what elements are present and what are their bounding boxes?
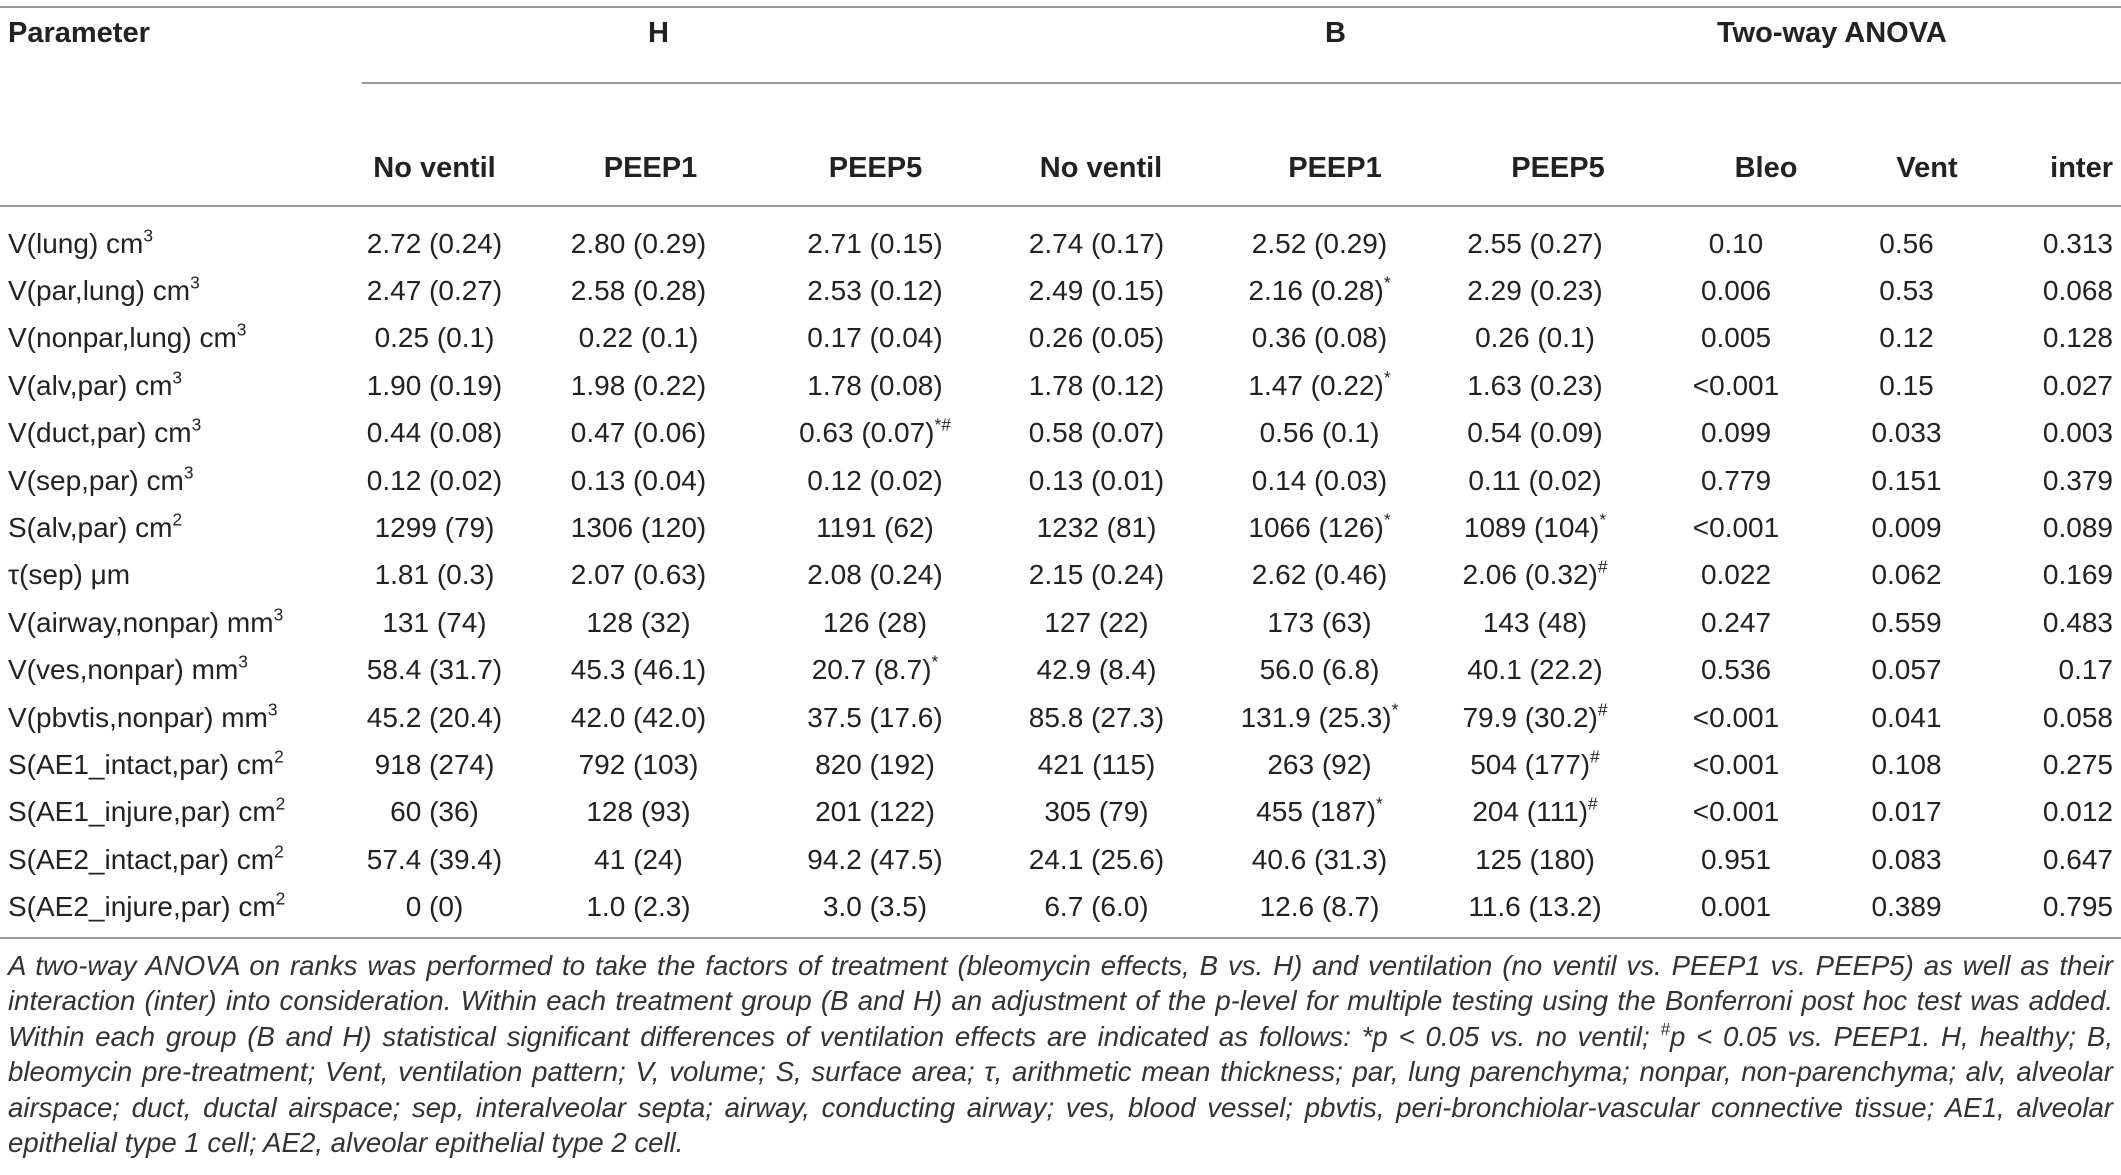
table-cell: 60 (36)	[390, 796, 479, 828]
unit-exponent: 3	[172, 367, 183, 388]
significance-mark: *	[1383, 509, 1391, 530]
parameter-label: S(alv,par) cm	[8, 512, 173, 544]
table-cell: 0.56 (0.1)	[1259, 417, 1380, 449]
row-parameter	[0, 504, 362, 551]
table-cell: 45.3 (46.1)	[570, 654, 707, 686]
table-cell: 0.559	[1871, 606, 1942, 638]
table-cell: 1191 (62)	[816, 512, 934, 544]
parameter-label: V(sep,par) cm	[8, 464, 184, 496]
table-cell: 792 (103)	[578, 748, 699, 780]
table-row	[0, 647, 2121, 694]
table-cell: 2.29 (0.23)	[1467, 275, 1603, 307]
table-cell: 0.17 (0.04)	[807, 322, 943, 354]
table-row	[0, 836, 2121, 883]
row-parameter	[0, 883, 362, 930]
parameter-label: τ(sep) μm	[8, 559, 131, 591]
table-cell: 0.058	[2042, 701, 2113, 733]
table-cell: 2.08 (0.24)	[807, 559, 943, 591]
table-cell: 0.379	[2042, 464, 2113, 496]
table-row	[0, 694, 2121, 741]
table-cell: 0.58 (0.07)	[1028, 417, 1165, 449]
table-cell: 2.06 (0.32)#	[1462, 557, 1608, 591]
table-cell: 0.247	[1700, 606, 1772, 638]
table-cell: 1306 (120)	[570, 512, 707, 544]
table-cell: 0.951	[1700, 843, 1772, 875]
table-cell: 24.1 (25.6)	[1028, 843, 1165, 875]
parameter-label: S(AE2_intact,par) cm	[8, 843, 275, 875]
table-cell: 2.80 (0.29)	[570, 227, 707, 259]
table-cell: 0.10	[1708, 227, 1764, 259]
significance-mark: *	[1599, 509, 1607, 530]
table-cell: 0.56	[1879, 227, 1934, 259]
parameter-label: V(nonpar,lung) cm	[8, 322, 237, 354]
table-cell: 37.5 (17.6)	[807, 701, 943, 733]
table-cell: 2.47 (0.27)	[366, 275, 503, 307]
table-row	[0, 552, 2121, 599]
table-cell: 0.006	[1700, 275, 1772, 307]
table-cell: 0.062	[1871, 559, 1942, 591]
table-cell: 42.9 (8.4)	[1036, 654, 1157, 686]
table-cell: 40.1 (22.2)	[1467, 654, 1603, 686]
table-cell: 1089 (104)*	[1463, 509, 1607, 544]
table-cell: 126 (28)	[822, 606, 928, 638]
unit-exponent: 2	[274, 841, 284, 862]
unit-exponent: 3	[143, 225, 154, 246]
table-cell: 0.14 (0.03)	[1251, 464, 1388, 496]
header-bottom-rule	[0, 205, 2121, 207]
table-cell: 0.003	[2042, 417, 2113, 449]
table-cell: 0.033	[1871, 417, 1942, 449]
table-cell: 1.63 (0.23)	[1467, 369, 1603, 401]
table-cell: 263 (92)	[1267, 748, 1372, 780]
unit-exponent: 3	[190, 272, 200, 293]
table-cell: 1.78 (0.12)	[1028, 369, 1165, 401]
table-cell: 0.001	[1700, 891, 1772, 923]
table-cell: 0.22 (0.1)	[578, 322, 699, 354]
table-footnote	[8, 948, 2113, 1160]
table-body	[0, 220, 2121, 931]
row-parameter	[0, 647, 362, 694]
table-cell: 40.6 (31.3)	[1251, 843, 1388, 875]
table-cell: 421 (115)	[1037, 748, 1156, 780]
table-cell: 0.13 (0.04)	[570, 464, 707, 496]
table-cell: 0.009	[1871, 512, 1942, 544]
row-parameter	[0, 836, 362, 883]
subheader-bleo: Bleo	[1734, 152, 1798, 184]
significance-mark: *	[1391, 699, 1399, 720]
table-cell: 918 (274)	[374, 748, 495, 780]
unit-exponent: 2	[274, 746, 284, 767]
footnote-hash: #	[1660, 1019, 1670, 1039]
significance-mark: #	[1588, 794, 1598, 815]
table-bottom-rule	[0, 937, 2121, 939]
table-cell: <0.001	[1692, 748, 1780, 780]
table-cell: 204 (111)#	[1472, 794, 1598, 828]
parameter-label: V(pbvtis,nonpar) mm	[8, 701, 268, 733]
table-cell: 504 (177)#	[1470, 746, 1600, 780]
row-parameter	[0, 220, 362, 267]
table-cell: 0.027	[2042, 369, 2113, 401]
table-row	[0, 789, 2121, 836]
table-cell: 0.017	[1871, 796, 1942, 828]
table-cell: 0.169	[2042, 559, 2113, 591]
table-cell: 41 (24)	[594, 843, 683, 875]
subheader-b-no-ventil: No ventil	[1039, 152, 1163, 184]
table-cell: 0.12 (0.02)	[807, 464, 943, 496]
table-row	[0, 362, 2121, 409]
footnote-text-2: p < 0.05 vs. PEEP1. H, healthy; B, bleomycin pre-treatment; Vent, ventilation pattern; V, volume; S, surface area; τ, arithmetic mean thickness; par, lung parenchyma; nonpar, non-parenchyma; alv, alveolar airspace; duct, ductal airspace; sep, interalveolar septa; airway, conducting airway; ves, blood vessel; pbvtis, peri-bronchiolar-vascular connective tissue; AE1, alveolar epithelial type 1 cell; AE2, alveolar epithelial type 2 cell.	[8, 1020, 2113, 1159]
table-cell: 57.4 (39.4)	[366, 843, 503, 875]
table-row	[0, 267, 2121, 314]
table-cell: 0.483	[2042, 606, 2113, 638]
significance-mark: *	[1376, 794, 1383, 815]
table-cell: 131.9 (25.3)*	[1240, 699, 1399, 733]
table-row	[0, 599, 2121, 646]
table-cell: 0.536	[1700, 654, 1772, 686]
parameter-label: S(AE1_injure,par) cm	[8, 796, 276, 828]
table-cell: 820 (192)	[815, 748, 935, 780]
parameter-label: V(ves,nonpar) mm	[8, 654, 239, 686]
table-cell: 6.7 (6.0)	[1044, 891, 1149, 923]
table-cell: 2.07 (0.63)	[570, 559, 707, 591]
significance-mark: *	[1383, 367, 1391, 388]
table-cell: 0 (0)	[405, 891, 464, 923]
table-row	[0, 220, 2121, 267]
table-cell: 0.11 (0.02)	[1468, 464, 1602, 496]
table-cell: 1.98 (0.22)	[570, 369, 707, 401]
table-cell: 0.012	[2042, 796, 2113, 828]
table-cell: 0.057	[1871, 654, 1942, 686]
table-cell: 2.71 (0.15)	[807, 227, 943, 259]
row-parameter	[0, 552, 362, 599]
table-cell: 2.55 (0.27)	[1467, 227, 1603, 259]
table-cell: 0.26 (0.05)	[1028, 322, 1165, 354]
row-parameter	[0, 315, 362, 362]
table-cell: 201 (122)	[815, 796, 935, 828]
table-cell: 20.7 (8.7)*	[811, 651, 939, 686]
table-row	[0, 504, 2121, 551]
table-cell: 11.6 (13.2)	[1468, 891, 1602, 923]
significance-mark: #	[1597, 699, 1608, 720]
table-cell: <0.001	[1692, 796, 1780, 828]
subheader-inter: inter	[2050, 152, 2113, 184]
table-cell: 0.12 (0.02)	[366, 464, 503, 496]
table-cell: 0.26 (0.1)	[1475, 322, 1595, 354]
header-group-anova: Two-way ANOVA	[1717, 17, 1947, 49]
row-parameter	[0, 694, 362, 741]
table-cell: 3.0 (3.5)	[822, 891, 928, 923]
parameter-label: V(lung) cm	[8, 227, 144, 259]
table-cell: 85.8 (27.3)	[1028, 701, 1165, 733]
subheader-vent: Vent	[1896, 152, 1958, 184]
table-cell: 0.151	[1871, 464, 1942, 496]
unit-exponent: 3	[267, 699, 278, 720]
table-cell: 0.13 (0.01)	[1028, 464, 1165, 496]
unit-exponent: 3	[236, 320, 247, 341]
table-cell: 2.53 (0.12)	[807, 275, 943, 307]
table-cell: 0.47 (0.06)	[570, 417, 707, 449]
parameter-label: V(duct,par) cm	[8, 417, 192, 449]
table-cell: 1.0 (2.3)	[586, 891, 691, 923]
table-cell: 0.083	[1871, 843, 1942, 875]
table-cell: 56.0 (6.8)	[1259, 654, 1380, 686]
table-cell: 12.6 (8.7)	[1259, 891, 1380, 923]
table-cell: 1066 (126)*	[1248, 509, 1391, 544]
significance-mark: #	[1597, 557, 1608, 578]
table-cell: 128 (93)	[586, 796, 691, 828]
table-cell: 2.15 (0.24)	[1028, 559, 1165, 591]
table-cell: 0.022	[1700, 559, 1772, 591]
significance-mark: #	[1590, 746, 1600, 767]
subheader-h-peep1: PEEP1	[603, 152, 698, 184]
table-cell: 0.089	[2042, 512, 2113, 544]
subheader-h-peep5: PEEP5	[828, 152, 923, 184]
significance-mark: *	[1383, 272, 1391, 293]
parameter-label: V(airway,nonpar) mm	[8, 606, 274, 638]
table-row	[0, 457, 2121, 504]
row-parameter	[0, 789, 362, 836]
table-cell: 0.005	[1700, 322, 1772, 354]
table-cell: 1.81 (0.3)	[374, 559, 495, 591]
table-cell: 131 (74)	[382, 606, 487, 638]
parameter-label: S(AE1_intact,par) cm	[8, 748, 275, 780]
row-parameter	[0, 410, 362, 457]
significance-mark: *	[931, 651, 939, 672]
table-cell: 0.647	[2042, 843, 2113, 875]
table-cell: 0.25 (0.1)	[374, 322, 495, 354]
table-cell: 58.4 (31.7)	[366, 654, 503, 686]
table-cell: 0.17	[2058, 654, 2113, 686]
table-cell: 1299 (79)	[374, 512, 495, 544]
table-cell: 45.2 (20.4)	[366, 701, 503, 733]
unit-exponent: 2	[275, 888, 286, 909]
table-cell: 1.47 (0.22)*	[1248, 367, 1391, 401]
table-cell: 2.62 (0.46)	[1251, 559, 1388, 591]
table-row	[0, 883, 2121, 930]
unit-exponent: 3	[238, 651, 248, 672]
table-cell: 125 (180)	[1475, 843, 1595, 875]
table-cell: 127 (22)	[1044, 606, 1149, 638]
table-cell: 143 (48)	[1482, 606, 1588, 638]
row-parameter	[0, 457, 362, 504]
parameter-label: S(AE2_injure,par) cm	[8, 891, 276, 923]
row-parameter	[0, 741, 362, 788]
table-cell: 0.389	[1871, 891, 1942, 923]
table-cell: <0.001	[1692, 701, 1780, 733]
table-cell: 0.12	[1879, 322, 1934, 354]
table-cell: 0.54 (0.09)	[1467, 417, 1603, 449]
parameter-label: V(alv,par) cm	[8, 369, 173, 401]
table-cell: 0.313	[2042, 227, 2113, 259]
table-cell: 0.041	[1871, 701, 1942, 733]
table-cell: 2.16 (0.28)*	[1248, 272, 1391, 307]
unit-exponent: 3	[273, 604, 284, 625]
table-cell: 0.099	[1700, 417, 1772, 449]
table-cell: 94.2 (47.5)	[807, 843, 943, 875]
header-group-b: B	[1325, 17, 1346, 49]
table-cell: 1.78 (0.08)	[807, 369, 943, 401]
table-cell: 2.49 (0.15)	[1028, 275, 1165, 307]
table-cell: 42.0 (42.0)	[570, 701, 707, 733]
unit-exponent: 2	[275, 794, 286, 815]
subheader-b-peep5: PEEP5	[1511, 152, 1605, 184]
table-row	[0, 741, 2121, 788]
table-cell: 0.44 (0.08)	[366, 417, 503, 449]
table-cell: 2.72 (0.24)	[366, 227, 503, 259]
header-parameter: Parameter	[8, 17, 150, 49]
table-cell: 173 (63)	[1267, 606, 1372, 638]
table-cell: 0.108	[1871, 748, 1942, 780]
unit-exponent: 2	[172, 509, 183, 530]
table-cell: 0.068	[2042, 275, 2113, 307]
row-parameter	[0, 362, 362, 409]
table-cell: 128 (32)	[586, 606, 691, 638]
unit-exponent: 3	[191, 414, 202, 435]
table-cell: 0.36 (0.08)	[1251, 322, 1388, 354]
table-cell: 0.53	[1879, 275, 1934, 307]
table-row	[0, 315, 2121, 362]
table-cell: 455 (187)*	[1256, 794, 1383, 828]
table-cell: <0.001	[1692, 512, 1780, 544]
table-row	[0, 410, 2121, 457]
table-cell: 0.128	[2042, 322, 2113, 354]
unit-exponent: 3	[183, 462, 194, 483]
footnote-text-1: A two-way ANOVA on ranks was performed to take the factors of treatment (bleomycin effects, B vs. H) and ventilation (no ventil vs. PEEP1 vs. PEEP5) as well as their interaction (inter) into consideration. Within each treatment group (B and H) an adjustment of the p-level for multiple testing using the Bonferroni post hoc test was added. Within each group (B and H) statistical significant differences of ventilation effects are indicated as follows: *p < 0.05 vs. no ventil;	[8, 950, 2113, 1052]
table-cell: 1232 (81)	[1036, 512, 1157, 544]
header-group-h: H	[648, 17, 669, 49]
table-cell: 0.779	[1700, 464, 1772, 496]
significance-mark: *#	[934, 414, 951, 435]
table-cell: 0.275	[2042, 748, 2113, 780]
table-cell: 79.9 (30.2)#	[1462, 699, 1608, 733]
table-cell: 305 (79)	[1044, 796, 1149, 828]
table-cell: 0.63 (0.07)*#	[799, 414, 951, 449]
table-cell: 0.795	[2042, 891, 2113, 923]
table-cell: 1.90 (0.19)	[366, 369, 503, 401]
table-cell: 2.52 (0.29)	[1251, 227, 1388, 259]
table-cell: <0.001	[1692, 369, 1780, 401]
table-top-rule	[0, 6, 2121, 8]
table-cell: 0.15	[1879, 369, 1934, 401]
row-parameter	[0, 599, 362, 646]
subheader-h-no-ventil: No ventil	[373, 152, 496, 184]
group-header-rule	[362, 82, 2121, 84]
table-cell: 2.74 (0.17)	[1028, 227, 1165, 259]
subheader-b-peep1: PEEP1	[1288, 152, 1382, 184]
row-parameter	[0, 267, 362, 314]
parameter-label: V(par,lung) cm	[8, 275, 191, 307]
table-cell: 2.58 (0.28)	[570, 275, 707, 307]
